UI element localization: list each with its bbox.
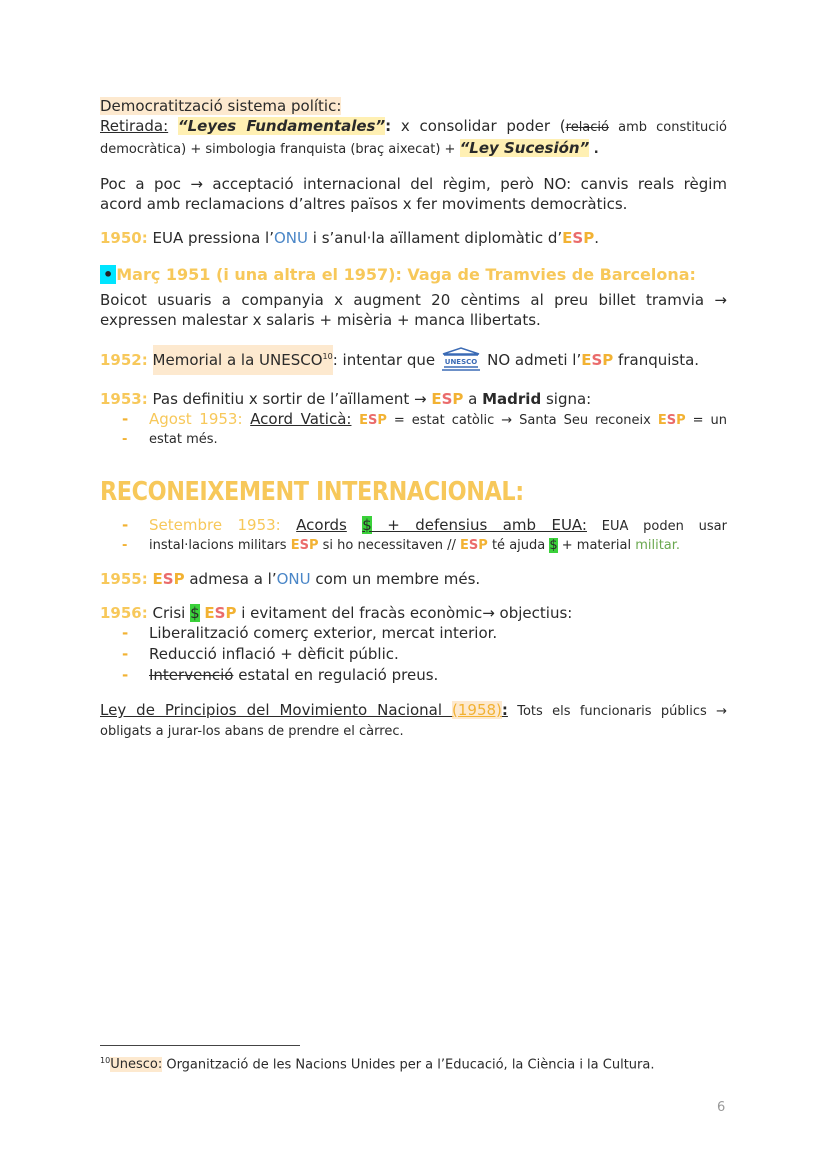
- esp-s: S: [572, 229, 584, 247]
- madrid: Madrid: [482, 390, 542, 408]
- acord-vatica: Acord Vaticà:: [250, 410, 352, 428]
- intro-text-4: .: [589, 142, 599, 157]
- list-item: - Agost 1953: Acord Vaticà: ESP = estat catòlic → Santa Seu reconeix ESP = un: [122, 409, 727, 431]
- year-1958: (1958): [452, 701, 502, 719]
- ley-sucesion: “Ley Sucesión”: [459, 139, 590, 157]
- text-setembre-d: té ajuda: [487, 538, 550, 553]
- footnote-divider: [100, 1045, 300, 1046]
- text-1950-a: EUA pressiona l’: [147, 229, 274, 247]
- list-item: - Reducció inflació + dèficit públic.: [122, 644, 727, 665]
- ley-principios-line-2: obligats a jurar-los abans de prendre el càrrec.: [100, 724, 404, 739]
- dollar-icon: $: [549, 538, 558, 553]
- unesco-logo-icon: [441, 347, 481, 381]
- year-1956: 1956:: [100, 604, 148, 622]
- cyan-bullet-icon: •: [100, 265, 116, 284]
- text-1950-b: i s’anul·la aïllament diplomàtic d’: [307, 229, 563, 247]
- dollar-icon: $: [190, 604, 200, 622]
- text-1953-a: Pas definitiu x sortir de l’aïllament →: [147, 390, 432, 408]
- acceptacio-line-1: Poc a poc → acceptació internacional del règim, però NO: canvis reals règim: [100, 175, 727, 193]
- memorial-unesco: [153, 345, 333, 375]
- text-1952-end: franquista.: [613, 351, 700, 369]
- intro-text-2: amb constitució: [609, 120, 727, 135]
- event-1952: 1952: Memorial a la UNESCO$^{10}$: intentar que UNESCO NO admeti l’ESP franquista.: [100, 342, 727, 381]
- vaga-line-2: expressen malestar x salaris + misèria + manca llibertats.: [100, 311, 541, 329]
- list-item-continuation: [122, 431, 727, 449]
- struck-relacio: relació: [565, 120, 609, 135]
- text-1955-b: com un membre més.: [310, 570, 481, 588]
- list-item: [122, 515, 727, 537]
- text-1953-b: a: [463, 390, 483, 408]
- onu-label: ONU: [273, 229, 308, 247]
- defensius-eua: + defensius amb EUA:: [371, 516, 587, 534]
- text-1956-a: Crisi: [147, 604, 191, 622]
- event-1955: 1955: ESP admesa a l’ONU com un membre més.: [100, 570, 481, 588]
- year-1950: 1950:: [100, 229, 148, 247]
- list-item: - Liberalització comerç exterior, mercat interior.: [122, 623, 727, 644]
- intro-line-2: [100, 138, 727, 160]
- agost-1953: Agost 1953:: [149, 410, 243, 428]
- vaga-line-1: Boicot usuaris a companyia x augment 20 cèntims al preu billet tramvia →: [100, 291, 727, 309]
- footnote-label: Unesco:: [110, 1057, 163, 1073]
- text-1956-item3: estatal en regulació preus.: [233, 666, 439, 684]
- text-agost-c: estat més.: [149, 432, 218, 447]
- dollar-icon: $: [362, 516, 372, 534]
- text-agost-b: = un: [685, 413, 727, 428]
- text-setembre-e: + material: [557, 538, 636, 553]
- onu-label: ONU: [276, 570, 311, 588]
- svg-text:UNESCO: UNESCO: [444, 358, 478, 366]
- text-1953-c: signa:: [541, 390, 592, 408]
- page-content: [100, 96, 727, 742]
- setembre-1953: Setembre 1953:: [149, 516, 281, 534]
- text-1955-a: admesa a l’: [184, 570, 277, 588]
- text-setembre-a: EUA poden usar: [586, 519, 727, 534]
- event-1956: 1956: Crisi $ ESP i evitament del fracàs econòmic→ objectius:: [100, 604, 573, 622]
- militar: militar.: [635, 538, 681, 553]
- intro-heading-text: Democratització sistema polític:: [100, 97, 342, 115]
- text-1952-a: : intentar que: [332, 351, 436, 369]
- footnote-ref-10: 10: [322, 352, 333, 361]
- list-1953: [100, 409, 727, 449]
- year-1953: 1953:: [100, 390, 148, 408]
- year-1952: 1952:: [100, 351, 148, 369]
- vaga-title: Març 1951 (i una altra el 1957): Vaga de Tramvies de Barcelona:: [116, 265, 696, 284]
- ley-principios-text: Tots els funcionaris públics →: [507, 704, 727, 719]
- list-item: [122, 665, 727, 686]
- intro-heading: [100, 96, 727, 116]
- footnote: [100, 1052, 654, 1074]
- ley-colon: :: [501, 701, 508, 719]
- list-item-continuation: - instal·lacions militars ESP si ho necessitaven // ESP té ajuda $ + material militar.: [122, 537, 727, 555]
- struck-intervencio: Intervenció: [149, 666, 234, 684]
- intro-text-3: democràtica) + simbologia franquista (braç aixecat) +: [100, 142, 460, 157]
- intro-text-1: x consolidar poder (: [391, 117, 566, 135]
- ley-principios-title: Ley de Principios del Movimiento Nacional: [100, 701, 453, 719]
- esp-p: P: [583, 229, 595, 247]
- acords: Acords: [296, 516, 347, 534]
- ley-principios-line-1: [100, 700, 727, 722]
- intro-line-1: [100, 116, 727, 138]
- text-agost-a: = estat catòlic → Santa Seu reconeix: [386, 413, 658, 428]
- footnote-number: 10: [100, 1056, 111, 1065]
- acceptacio-line-2: acord amb reclamacions d’altres països x fer moviments democràtics.: [100, 195, 628, 213]
- footnote-text: Organització de les Nacions Unides per a l’Educació, la Ciència i la Cultura.: [162, 1057, 655, 1073]
- text-1950-end: .: [594, 229, 599, 247]
- event-1953: 1953: Pas definitiu x sortir de l’aïllament → ESP a Madrid signa:: [100, 390, 592, 408]
- year-1955: 1955:: [100, 570, 148, 588]
- section-title: RECONEIXEMENT INTERNACIONAL:: [100, 477, 524, 507]
- list-1956: [100, 623, 727, 686]
- list-reconeixement: [100, 515, 727, 555]
- leyes-colon: :: [385, 117, 392, 135]
- page-number: 6: [717, 1100, 726, 1115]
- retirada-label: Retirada:: [100, 117, 169, 135]
- vaga-heading: [100, 264, 727, 286]
- text-setembre-b: instal·lacions militars: [149, 538, 291, 553]
- event-1950: [100, 228, 727, 248]
- text-setembre-c: si ho necessitaven //: [318, 538, 461, 553]
- text-1952-b: NO admeti l’: [487, 351, 582, 369]
- text-1956-b: i evitament del fracàs econòmic→ objectius:: [236, 604, 573, 622]
- esp-e: E: [562, 229, 573, 247]
- memorial-text: Memorial a la UNESCO: [152, 351, 323, 369]
- leyes-fundamentales: “Leyes Fundamentales”: [177, 117, 386, 135]
